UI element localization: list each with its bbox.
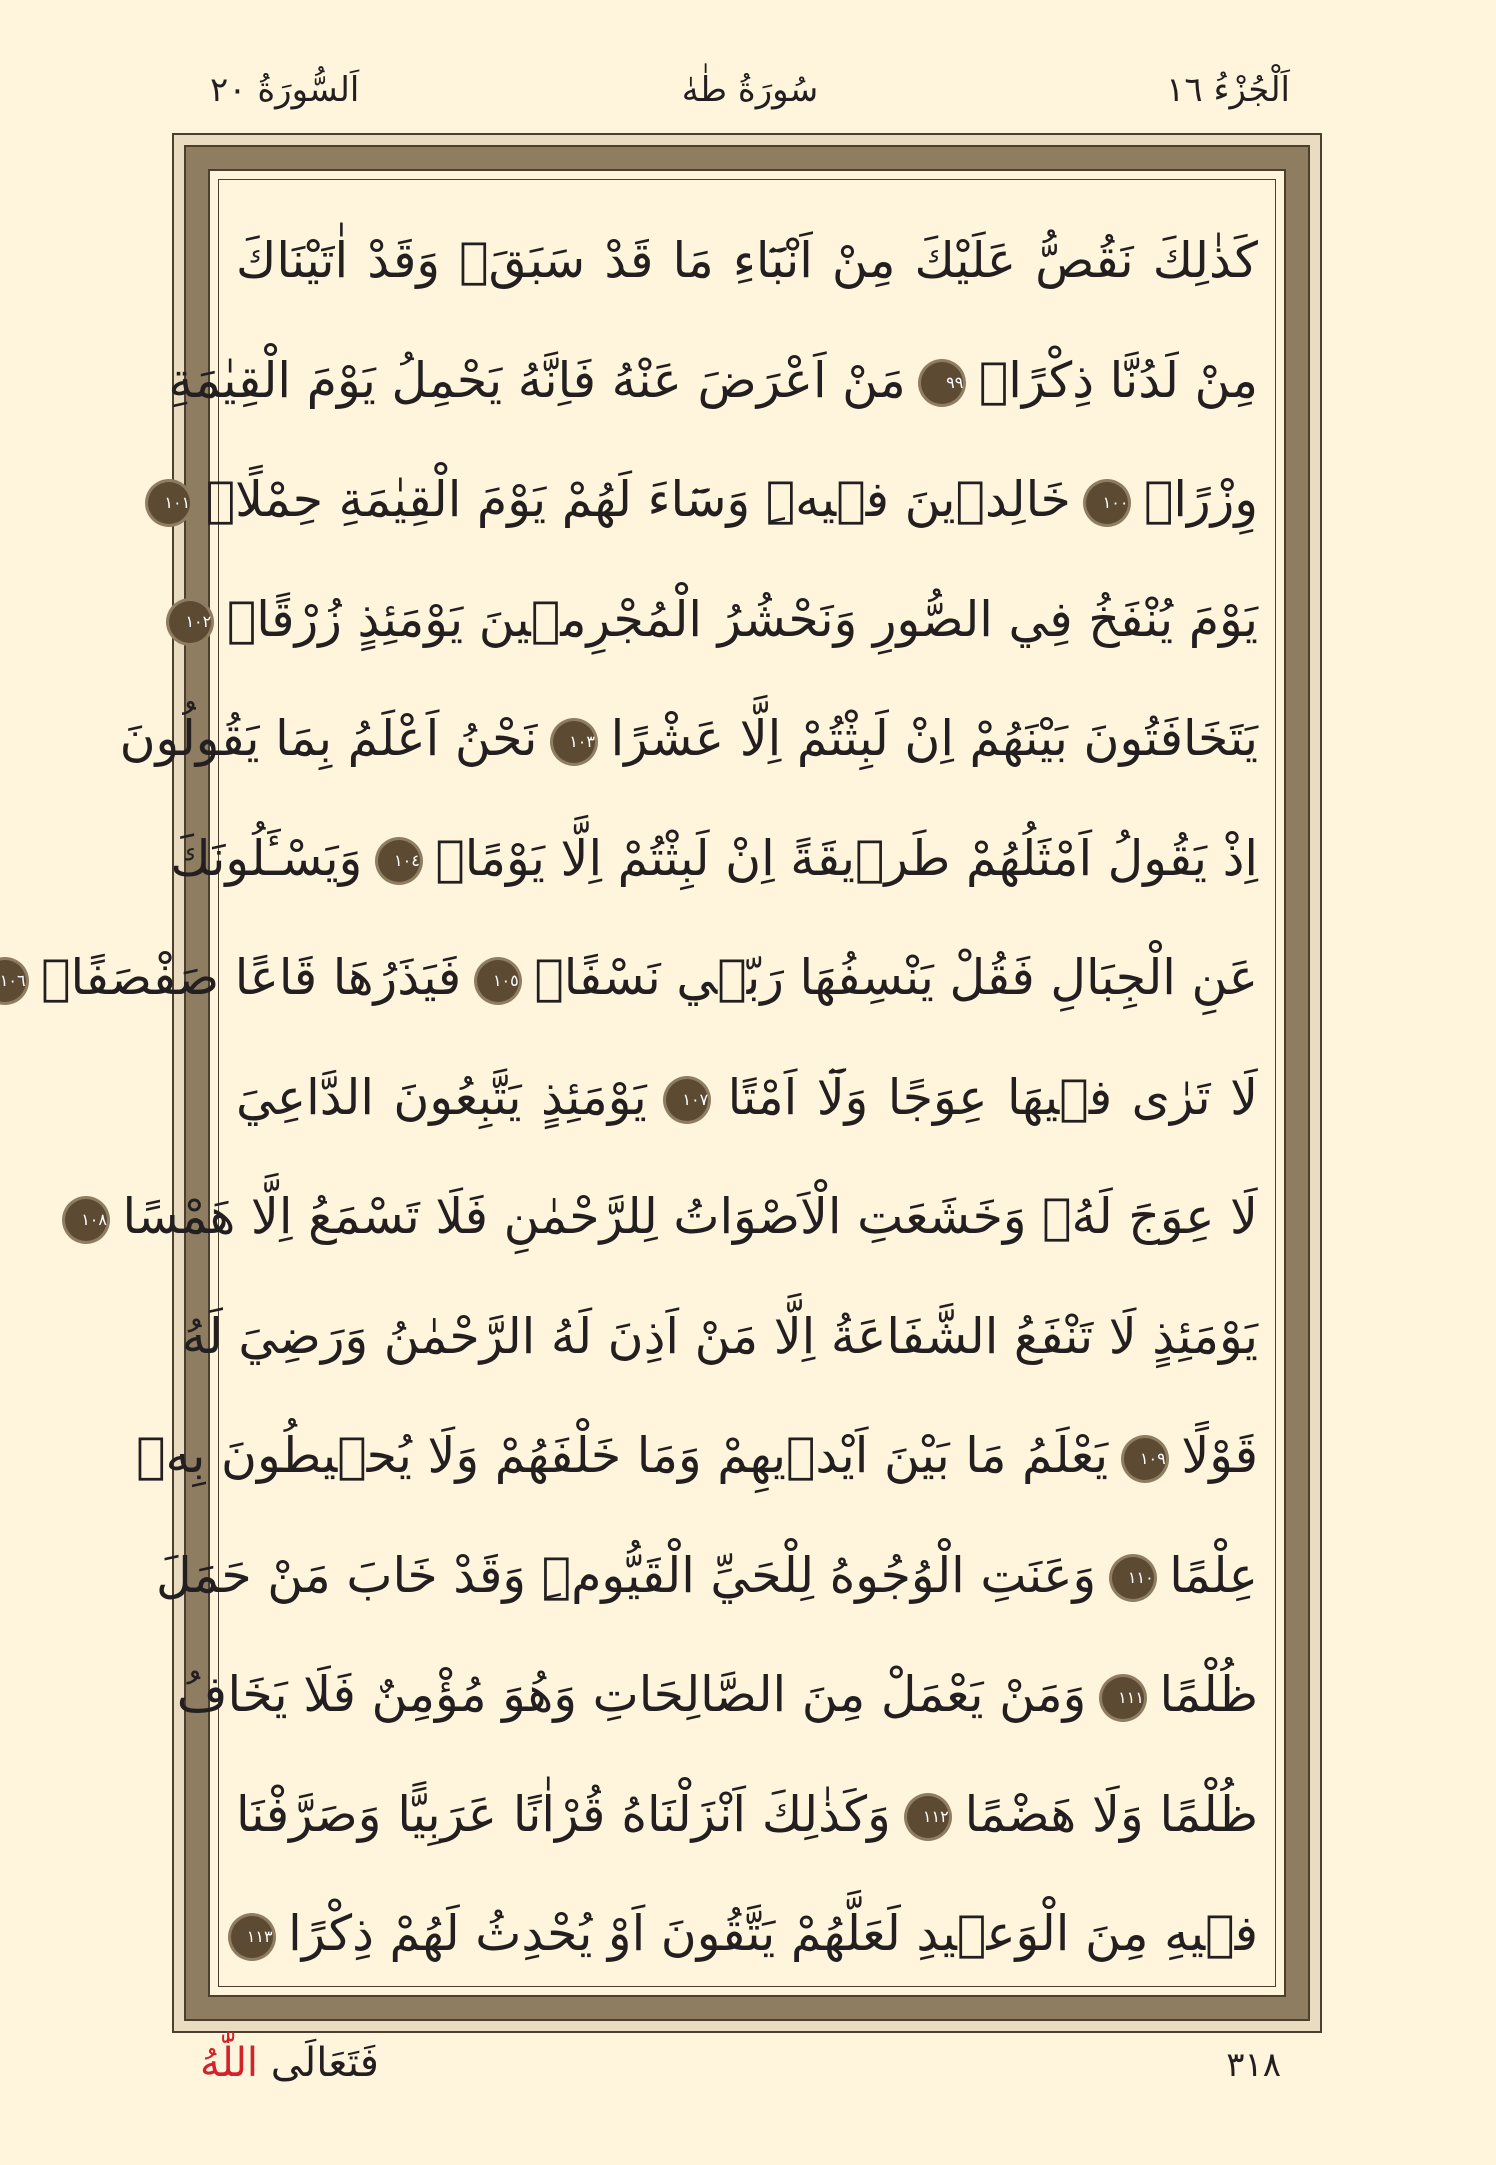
ayah-number-marker: ١١٣ (231, 1916, 273, 1958)
catchword-text: فَتَعَالَى (270, 2040, 379, 2086)
verse-line (0, 918, 1258, 1038)
ayah-number-marker: ١٠٦ (0, 960, 26, 1002)
verse-text: يَعْلَمُ مَا بَيْنَ اَيْدٖيهِمْ وَمَا خَلْفَهُمْ وَلَا يُحٖيطُونَ بِهٖ (136, 1427, 1109, 1484)
ayah-number-marker: ١٠٣ (553, 721, 595, 763)
verse-text: وِزْرًاۙ (1143, 471, 1258, 528)
surah-title: سُورَةُ طٰهٰ (681, 70, 819, 110)
verse-text: اِذْ يَقُولُ اَمْثَلُهُمْ طَرٖيقَةً اِنْ لَبِثْتُمْ اِلَّا يَوْمًا۟ (435, 829, 1258, 887)
verse-text: وَمَنْ يَعْمَلْ مِنَ الصَّالِحَاتِ وَهُوَ مُؤْمِنٌ فَلَا يَخَافُ (176, 1666, 1087, 1723)
verse-text: يَوْمَئِذٍ لَا تَنْفَعُ الشَّفَاعَةُ اِلَّا مَنْ اَذِنَ لَهُ الرَّحْمٰنُ وَرَضِيَ لَهُ (181, 1307, 1258, 1365)
catchword-text-red: اللّٰهُ (200, 2040, 258, 2086)
verse-line (185, 560, 1258, 680)
verse-text: عَنِ الْجِبَالِ فَقُلْ يَنْسِفُهَا رَبّٖي نَسْفًاۙ (534, 949, 1258, 1006)
frame-border-band (0, 145, 1310, 2021)
verse-line (236, 1038, 1258, 1158)
ayah-number-marker: ١١١ (1102, 1677, 1144, 1719)
verse-text: قَوْلًا (1181, 1427, 1258, 1484)
quran-text-area (0, 201, 1259, 1965)
verse-line (119, 679, 1258, 799)
verse-text: وَيَسْـَٔلُونَكَ (170, 829, 363, 887)
ayah-number-marker: ١١٠ (1112, 1557, 1154, 1599)
verse-text: ظُلْمًا (1159, 1666, 1258, 1723)
verse-text: خَالِدٖينَ فٖيهِۜ وَسَٓاءَ لَهُمْ يَوْمَ الْقِيٰمَةِ حِمْلًاۙ (205, 471, 1071, 528)
verse-text: وَعَنَتِ الْوُجُوهُ لِلْحَيِّ الْقَيُّومِۜ وَقَدْ خَابَ مَنْ حَمَلَ (155, 1546, 1097, 1604)
verse-text: مَنْ اَعْرَضَ عَنْهُ فَاِنَّهُ يَحْمِلُ يَوْمَ الْقِيٰمَةِ (168, 351, 906, 409)
verse-text: عِلْمًا (1169, 1546, 1258, 1604)
verse-text: لَا عِوَجَ لَهُۚ وَخَشَعَتِ الْاَصْوَاتُ لِلرَّحْمٰنِ فَلَا تَسْمَعُ اِلَّا هَمْسًا (122, 1188, 1258, 1245)
ayah-number-marker: ١٠٢ (169, 601, 211, 643)
verse-line (164, 440, 1258, 560)
verse-text: كَذٰلِكَ نَقُصُّ عَلَيْكَ مِنْ اَنْبَٓاءِ مَا قَدْ سَبَقَۚ وَقَدْ اٰتَيْنَاكَ (236, 232, 1258, 289)
ayah-number-marker: ١٠٩ (1124, 1438, 1166, 1480)
ayah-number-marker: ١١٢ (907, 1796, 949, 1838)
verse-line (170, 799, 1258, 919)
verse-line (181, 1277, 1258, 1397)
verse-line (236, 1755, 1258, 1875)
verse-text: نَحْنُ اَعْلَمُ بِمَا يَقُولُونَ (119, 710, 538, 767)
page-header (210, 60, 1290, 130)
verse-text: لَا تَرٰى فٖيهَا عِوَجًا وَلَٓا اَمْتًا (727, 1068, 1259, 1126)
text-panel (0, 169, 1286, 1997)
ayah-number-marker: ١٠٠ (1086, 482, 1128, 524)
verse-text: فٖيهِ مِنَ الْوَعٖيدِ لَعَلَّهُمْ يَتَّقُونَ اَوْ يُحْدِثُ لَهُمْ ذِكْرًا (288, 1905, 1258, 1962)
verse-line (236, 201, 1258, 321)
verse-text: يَتَخَافَتُونَ بَيْنَهُمْ اِنْ لَبِثْتُمْ اِلَّا عَشْرًا (610, 710, 1258, 767)
verse-line (236, 1874, 1258, 1994)
verse-text: ظُلْمًا وَلَا هَضْمًا (964, 1785, 1259, 1843)
verse-line (136, 1396, 1258, 1516)
verse-text: فَيَذَرُهَا قَاعًا صَفْصَفًاۙ (41, 949, 462, 1006)
ayah-number-marker: ١٠٤ (378, 840, 420, 882)
page-number: ٣١٨ (1226, 2045, 1281, 2085)
verse-text: وَكَذٰلِكَ اَنْزَلْنَاهُ قُرْاٰنًا عَرَبِيًّا وَصَرَّفْنَا (236, 1785, 891, 1843)
page-frame (0, 133, 1322, 2033)
verse-text: يَوْمَئِذٍ يَتَّبِعُونَ الدَّاعِيَ (236, 1068, 647, 1126)
ayah-number-marker: ١٠٥ (477, 960, 519, 1002)
juz-label: اَلْجُزْءُ ١٦ (1166, 70, 1290, 110)
ayah-number-marker: ١٠١ (148, 482, 190, 524)
verse-text: يَوْمَ يُنْفَخُ فِي الصُّورِ وَنَحْشُرُ الْمُجْرِمٖينَ يَوْمَئِذٍ زُرْقًاۚ (226, 590, 1258, 648)
verse-line (176, 1635, 1258, 1755)
verse-text: مِنْ لَدُنَّا ذِكْرًاۚ (978, 351, 1258, 409)
ayah-number-marker: ١٠٨ (65, 1199, 107, 1241)
verse-line (81, 1157, 1258, 1277)
ayah-number-marker: ١٠٧ (666, 1079, 708, 1121)
catchword (200, 2040, 379, 2086)
verse-line (155, 1516, 1258, 1636)
verse-line (168, 321, 1258, 441)
ayah-number-marker: ٩٩ (921, 362, 963, 404)
surah-number-label: اَلسُّورَةُ ٢٠ (210, 70, 360, 110)
